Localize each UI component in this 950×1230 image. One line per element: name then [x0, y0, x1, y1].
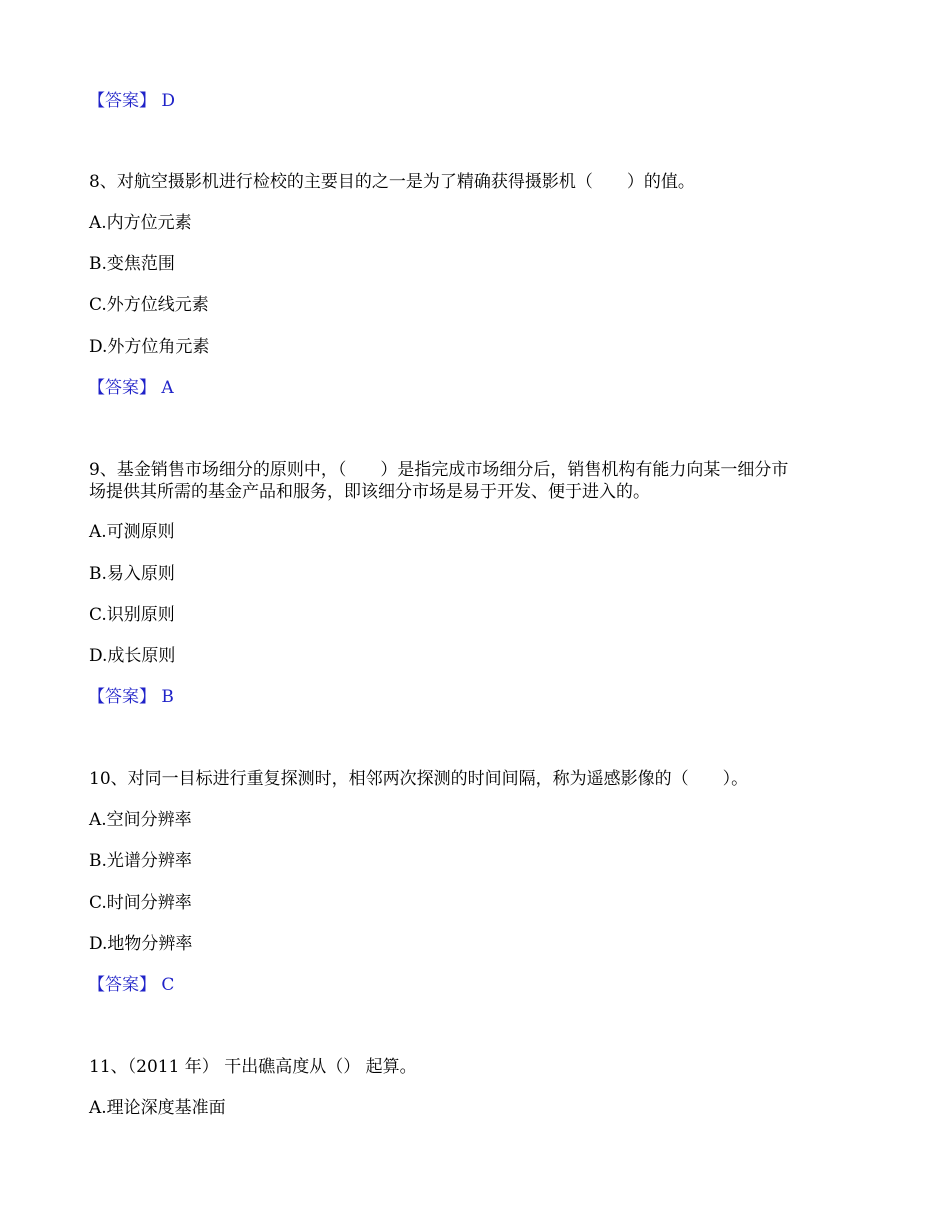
option-a: A.可测原则	[89, 522, 175, 542]
option-d: D.地物分辨率	[89, 934, 193, 954]
option-c: C.识别原则	[89, 605, 175, 625]
option-c: C.时间分辨率	[89, 893, 192, 913]
answer-line: 【答案】 C	[88, 975, 175, 995]
option-a: A.空间分辨率	[89, 810, 192, 830]
option-d: D.外方位角元素	[89, 337, 210, 357]
option-b: B.变焦范围	[89, 254, 175, 274]
option-c: C.外方位线元素	[89, 295, 209, 315]
option-d: D.成长原则	[89, 646, 176, 666]
option-a: A.理论深度基准面	[89, 1098, 226, 1118]
option-b: B.易入原则	[89, 564, 175, 584]
question-stem-line-2: 场提供其所需的基金产品和服务，即该细分市场是易于开发、便于进入的。	[89, 482, 650, 502]
answer-line: 【答案】 B	[88, 687, 174, 707]
option-a: A.内方位元素	[89, 213, 192, 233]
question-stem: 10、对同一目标进行重复探测时，相邻两次探测的时间间隔，称为遥感影像的（ ）。	[89, 769, 749, 789]
question-stem-line-1: 9、基金销售市场细分的原则中，（ ）是指完成市场细分后，销售机构有能力向某一细分市	[89, 460, 789, 480]
answer-line: 【答案】 A	[88, 378, 174, 398]
question-stem: 11、（2011 年） 干出礁高度从（） 起算。	[89, 1057, 417, 1077]
question-stem: 8、对航空摄影机进行检校的主要目的之一是为了精确获得摄影机（ ）的值。	[89, 172, 695, 192]
answer-line-q7: 【答案】 D	[88, 91, 176, 111]
option-b: B.光谱分辨率	[89, 851, 192, 871]
